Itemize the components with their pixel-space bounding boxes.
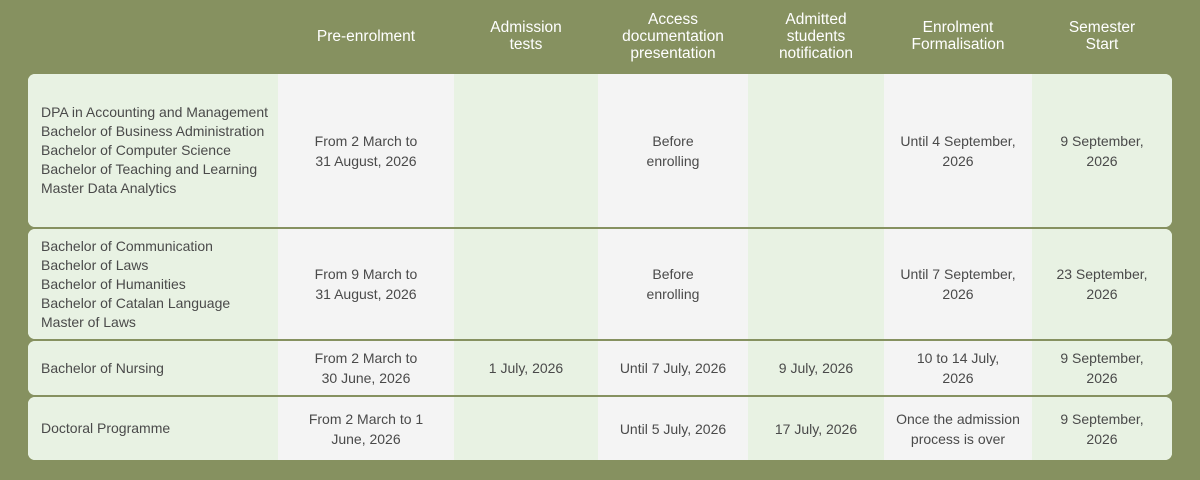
table-row [28, 397, 1172, 460]
programme-name: Bachelor of Business Administration [41, 123, 265, 139]
programme-name: Bachelor of Computer Science [41, 142, 231, 158]
programme-name: Bachelor of Catalan Language [41, 294, 231, 311]
programme-name: Bachelor of Communication [41, 237, 213, 254]
semester-start-cell: 23 September, 2026 [1032, 229, 1172, 339]
programme-name: Master of Laws [41, 313, 136, 330]
programme-cell [28, 397, 278, 460]
header-semester-start [1032, 0, 1172, 72]
admission-tests-cell [454, 74, 598, 227]
header-enrolment-formalisation-label: Enrolment Formalisation [911, 19, 1005, 53]
admitted-notification-cell: 9 July, 2026 [748, 341, 884, 395]
programme-list [41, 419, 170, 438]
enrolment-formalisation-cell: Until 4 September, 2026 [884, 74, 1032, 227]
programme-cell [28, 74, 278, 227]
programme-name: DPA in Accounting and Management [41, 104, 269, 120]
table-header [0, 0, 1200, 72]
header-admitted-notification-label: Admitted students notification [778, 10, 854, 62]
semester-start-cell: 9 September, 2026 [1032, 74, 1172, 227]
admission-tests-cell [454, 229, 598, 339]
programme-name: Bachelor of Nursing [41, 359, 164, 376]
programme-name: Bachelor of Laws [41, 256, 149, 273]
header-admitted-notification [748, 0, 884, 72]
header-semester-start-label: Semester Start [1068, 19, 1136, 53]
programme-cell [28, 229, 278, 339]
programme-list [41, 237, 230, 332]
programme-name: Doctoral Programme [41, 420, 171, 436]
programme-cell [28, 341, 278, 395]
pre-enrolment-cell: From 2 March to 31 August, 2026 [278, 74, 454, 227]
semester-start-cell: 9 September, 2026 [1032, 397, 1172, 460]
access-docs-cell: Before enrolling [598, 74, 748, 227]
pre-enrolment-cell: From 9 March to 31 August, 2026 [278, 229, 454, 339]
table-row [28, 74, 1172, 227]
enrolment-formalisation-cell: Once the admission process is over [884, 397, 1032, 460]
programme-name: Master Data Analytics [41, 180, 177, 196]
admission-tests-cell [454, 397, 598, 460]
header-access-docs-label: Access documentation presentation [622, 10, 724, 62]
programme-list [41, 103, 268, 198]
access-docs-cell: Until 5 July, 2026 [598, 397, 748, 460]
header-enrolment-formalisation [884, 0, 1032, 72]
pre-enrolment-cell: From 2 March to 1 June, 2026 [278, 397, 454, 460]
admitted-notification-cell [748, 74, 884, 227]
header-admission-tests-label: Admission tests [490, 19, 562, 53]
header-pre-enrolment [278, 0, 454, 72]
admission-tests-cell: 1 July, 2026 [454, 341, 598, 395]
admitted-notification-cell: 17 July, 2026 [748, 397, 884, 460]
header-admission-tests [454, 0, 598, 72]
header-pre-enrolment-label: Pre-enrolment [316, 27, 416, 45]
header-access-docs [598, 0, 748, 72]
enrolment-formalisation-cell: 10 to 14 July, 2026 [884, 341, 1032, 395]
access-docs-cell: Until 7 July, 2026 [598, 341, 748, 395]
programme-list [41, 359, 164, 378]
table-row [28, 229, 1172, 339]
admitted-notification-cell [748, 229, 884, 339]
header-programme [28, 0, 278, 72]
programme-name: Bachelor of Teaching and Learning [41, 161, 258, 177]
enrolment-formalisation-cell: Until 7 September, 2026 [884, 229, 1032, 339]
access-docs-cell: Before enrolling [598, 229, 748, 339]
pre-enrolment-cell: From 2 March to 30 June, 2026 [278, 341, 454, 395]
programme-name: Bachelor of Humanities [41, 275, 186, 292]
table-row [28, 341, 1172, 395]
semester-start-cell: 9 September, 2026 [1032, 341, 1172, 395]
